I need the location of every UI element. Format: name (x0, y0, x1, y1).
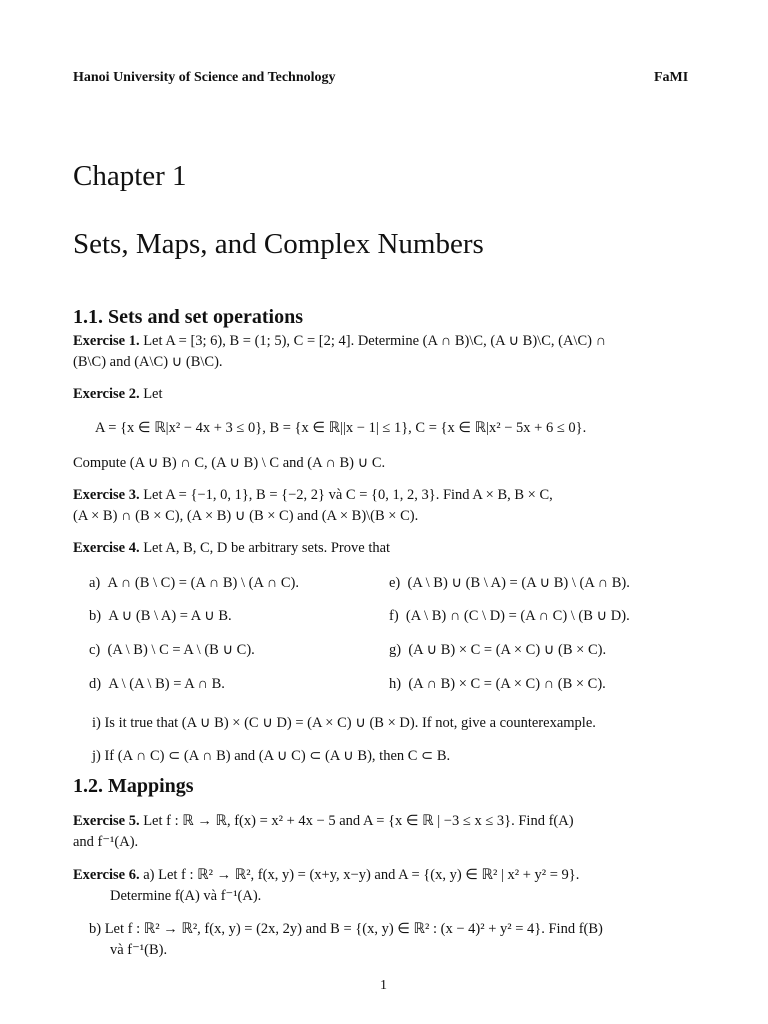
exercise-4-item-j: j) If (A ∩ C) ⊂ (A ∩ B) and (A ∪ C) ⊂ (A ∪ B), then C ⊂ B. (92, 748, 451, 764)
exercise-4-item-g (389, 640, 606, 661)
item-label: b) (89, 608, 102, 624)
exercise-1-text-1: Let A = [3; 6), B = (1; 5), C = [2; 4]. Determine (A ∩ B)\C, (A ∪ B)\C, (A\C) ∩ (139, 333, 607, 349)
exercise-6-text-1: a) Let f : ℝ² → ℝ², f(x, y) = (x+y, x−y) and A = {(x, y) ∈ ℝ² | x² + y² = 9}. (139, 867, 580, 883)
item-text: A \ (A \ B) = A ∩ B. (108, 676, 225, 692)
exercise-3-line-1 (73, 485, 553, 506)
item-text: (A \ B) ∪ (B \ A) = (A ∪ B) \ (A ∩ B). (407, 575, 630, 591)
exercise-1-line-1 (73, 331, 606, 352)
page-number: 1 (380, 978, 387, 993)
exercise-6-line-1 (73, 865, 579, 886)
exercise-4-label: Exercise 4. (73, 540, 140, 556)
exercise-2-line-1 (73, 384, 163, 405)
exercise-3-text-1: Let A = {−1, 0, 1}, B = {−2, 2} và C = {0, 1, 2, 3}. Find A × B, B × C, (139, 487, 553, 503)
exercise-4-item-h (389, 674, 606, 695)
chapter-title: Sets, Maps, and Complex Numbers (73, 228, 484, 260)
header-institution: Hanoi University of Science and Technology (73, 70, 336, 85)
item-label: c) (89, 642, 101, 658)
exercise-4-item-b (89, 606, 232, 627)
exercise-4-item-i: i) Is it true that (A ∪ B) × (C ∪ D) = (A × C) ∪ (B × D). If not, give a counterexample. (92, 715, 596, 731)
exercise-1-line-2: (B\C) and (A\C) ∪ (B\C). (73, 354, 223, 370)
exercise-2-text-1: Let (139, 386, 163, 402)
exercise-5-text-1: Let f : ℝ → ℝ, f(x) = x² + 4x − 5 and A = {x ∈ ℝ | −3 ≤ x ≤ 3}. Find f(A) (139, 813, 574, 829)
header-department: FaMI (654, 70, 689, 85)
exercise-6-item-b-line-2: và f⁻¹(B). (110, 942, 168, 958)
exercise-5-line-1 (73, 811, 574, 832)
section-heading-1-2: 1.2. Mappings (73, 775, 194, 797)
item-label: f) (389, 608, 399, 624)
exercise-6-item-b-line-1: b) Let f : ℝ² → ℝ², f(x, y) = (2x, 2y) and B = {(x, y) ∈ ℝ² : (x − 4)² + y² = 4}. Find f(B) (89, 921, 603, 937)
exercise-4-line-1 (73, 538, 390, 559)
exercise-3-line-2: (A × B) ∩ (B × C), (A × B) ∪ (B × C) and (A × B)\(B × C). (73, 508, 419, 524)
item-label: g) (389, 642, 402, 658)
exercise-2-line-3: Compute (A ∪ B) ∩ C, (A ∪ B) \ C and (A ∩ B) ∪ C. (73, 455, 386, 471)
exercise-6-line-2: Determine f(A) và f⁻¹(A). (110, 888, 262, 904)
section-heading-1-1: 1.1. Sets and set operations (73, 306, 304, 328)
exercise-6-label: Exercise 6. (73, 867, 140, 883)
exercise-2-label: Exercise 2. (73, 386, 140, 402)
exercise-4-item-e (389, 573, 630, 594)
exercise-4-item-d (89, 674, 225, 695)
exercise-4-item-f (389, 606, 630, 627)
exercise-5-line-2: and f⁻¹(A). (73, 834, 139, 850)
item-text: A ∪ (B \ A) = A ∪ B. (108, 608, 232, 624)
item-label: e) (389, 575, 401, 591)
item-label: d) (89, 676, 102, 692)
item-label: h) (389, 676, 402, 692)
item-text: (A ∩ B) × C = (A × C) ∩ (B × C). (408, 676, 606, 692)
exercise-4-item-a (89, 573, 299, 594)
exercise-1-label: Exercise 1. (73, 333, 140, 349)
item-text: (A \ B) ∩ (C \ D) = (A ∩ C) \ (B ∪ D). (405, 608, 630, 624)
exercise-4-item-c (89, 640, 255, 661)
chapter-number: Chapter 1 (73, 160, 187, 192)
item-text: (A \ B) \ C = A \ (B ∪ C). (107, 642, 255, 658)
item-label: a) (89, 575, 101, 591)
exercise-2-formula: A = {x ∈ ℝ|x² − 4x + 3 ≤ 0}, B = {x ∈ ℝ||x − 1| ≤ 1}, C = {x ∈ ℝ|x² − 5x + 6 ≤ 0}. (95, 420, 587, 436)
exercise-5-label: Exercise 5. (73, 813, 140, 829)
exercise-4-text-1: Let A, B, C, D be arbitrary sets. Prove that (139, 540, 391, 556)
item-text: (A ∪ B) × C = (A × C) ∪ (B × C). (408, 642, 607, 658)
exercise-3-label: Exercise 3. (73, 487, 140, 503)
item-text: A ∩ (B \ C) = (A ∩ B) \ (A ∩ C). (107, 575, 299, 591)
